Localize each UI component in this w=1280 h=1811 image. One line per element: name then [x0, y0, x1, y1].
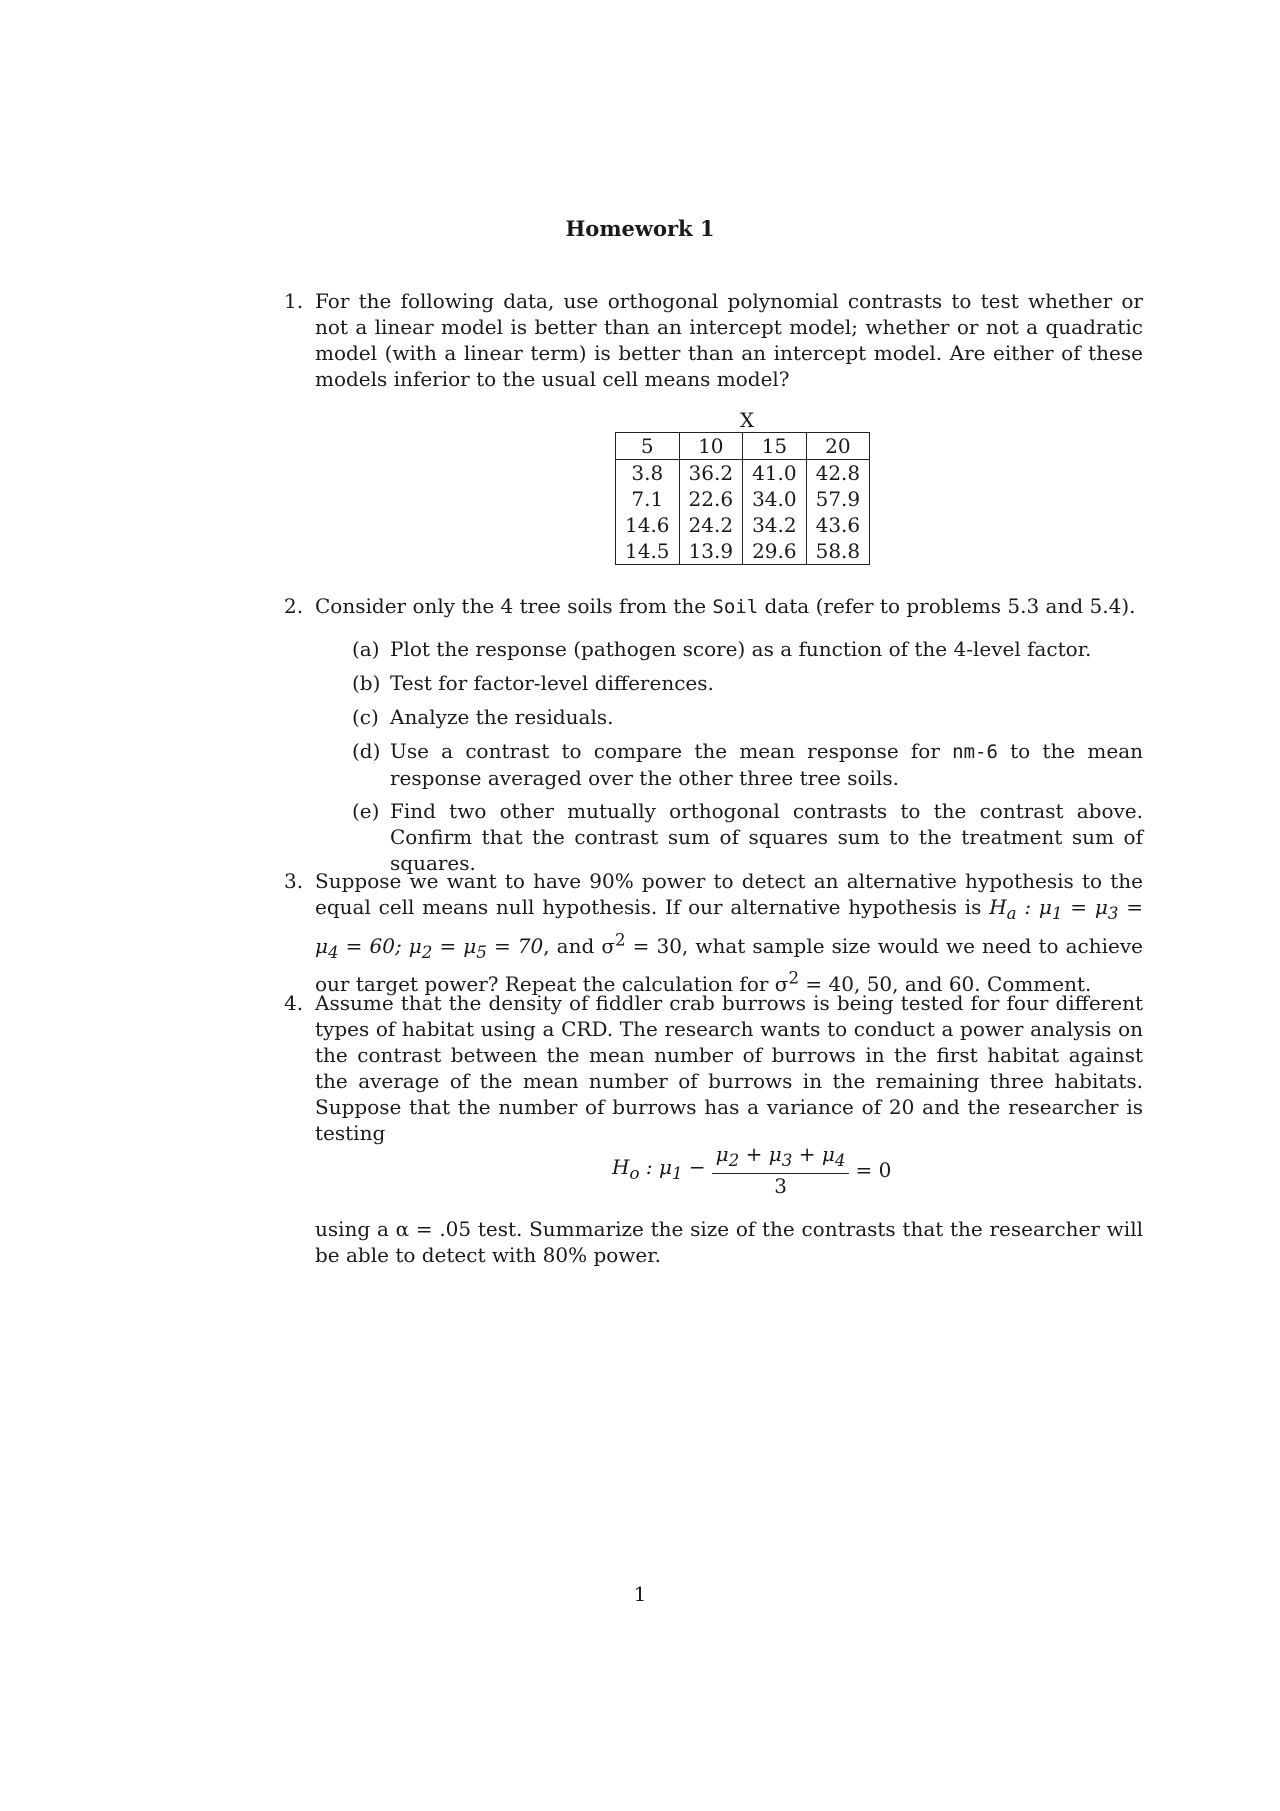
table-header-cell: 5 — [616, 433, 680, 460]
part-label: (a) — [352, 637, 380, 661]
equation-lhs: $H_o$ : $\mu_1$ − — [612, 1154, 706, 1183]
part-e — [352, 798, 1143, 876]
fraction-denominator: 3 — [774, 1174, 787, 1198]
table-header-row — [616, 433, 870, 460]
part-d — [352, 738, 1144, 791]
problem-text: data (refer to problems 5.3 and 5.4). — [758, 594, 1136, 618]
part-label: (b) — [352, 671, 381, 695]
problem-number: 4. — [284, 991, 304, 1015]
table-row — [616, 460, 870, 487]
part-text: Test for factor-level differences. — [390, 671, 714, 695]
table-cell: 13.9 — [679, 538, 743, 565]
table-cell: 29.6 — [743, 538, 807, 565]
part-text: Find two other mutually orthogonal contrasts to the contrast above. Confirm that the contrast sum of squares sum to the treatment sum of squares. — [390, 799, 1143, 875]
problem-text: using a α = .05 test. Summarize the size of the contrasts that the researcher will be able to detect with 80% power. — [315, 1217, 1143, 1267]
equation-fraction — [712, 1142, 850, 1198]
table-cell: 24.2 — [679, 512, 743, 538]
page-number: 1 — [633, 1582, 647, 1606]
code-nm6: nm-6 — [952, 741, 998, 763]
table-cell: 43.6 — [806, 512, 870, 538]
fraction-numerator: $\mu_2 + \mu_3 + \mu_4$ — [712, 1142, 850, 1174]
table-row — [616, 512, 870, 538]
problem-4 — [284, 990, 1143, 1146]
problem-text: For the following data, use orthogonal polynomial contrasts to test whether or not a linear model is better than an intercept model; whether or not a quadratic model (with a linear term) is better than an intercept model. Are either of these models inferior to the usual cell means model? — [315, 289, 1143, 391]
table-cell: 42.8 — [806, 460, 870, 487]
problem-number: 2. — [284, 594, 304, 618]
table-cell: 58.8 — [806, 538, 870, 565]
part-label: (d) — [352, 739, 381, 763]
problem-number: 1. — [284, 289, 304, 313]
table-header-cell: 15 — [743, 433, 807, 460]
problem-text: , and $\sigma^2 = 30$, what sample size would we need to achieve our target power? Repeat the calculation for $\sigma^2 = 40$, 50, and 60. Comment. — [315, 930, 1143, 997]
table-cell: 41.0 — [743, 460, 807, 487]
part-label: (c) — [352, 705, 379, 729]
table-header-cell: 10 — [679, 433, 743, 460]
problem-2 — [284, 593, 1143, 620]
table-row — [616, 538, 870, 565]
equation-rhs: = 0 — [855, 1158, 892, 1182]
problem-text: Consider only the 4 tree soils from the — [315, 594, 713, 618]
table-cell: 14.5 — [616, 538, 680, 565]
part-text: Analyze the residuals. — [390, 705, 614, 729]
part-b — [352, 670, 1143, 696]
part-a — [352, 636, 1143, 662]
data-table — [615, 432, 870, 565]
table-row — [616, 486, 870, 512]
table-cell: 22.6 — [679, 486, 743, 512]
alternative-hypothesis: $H_a$ : $\mu_1 = \mu_3 = \mu_4 = 60$; $\mu_2 = \mu_5 = 70$ — [315, 895, 1143, 962]
table-x-label: X — [739, 408, 755, 432]
table-cell: 14.6 — [616, 512, 680, 538]
table-cell: 7.1 — [616, 486, 680, 512]
part-text: Plot the response (pathogen score) as a function of the 4-level factor. — [390, 637, 1092, 661]
part-label: (e) — [352, 799, 380, 823]
part-c — [352, 704, 1143, 730]
data-table-block — [615, 408, 875, 565]
null-hypothesis-equation — [612, 1144, 891, 1196]
table-cell: 3.8 — [616, 460, 680, 487]
table-cell: 34.2 — [743, 512, 807, 538]
table-cell: 34.0 — [743, 486, 807, 512]
part-text: to the mean response averaged over the other three tree soils. — [390, 739, 1144, 790]
problem-1 — [284, 288, 1143, 392]
table-cell: 36.2 — [679, 460, 743, 487]
part-text: Use a contrast to compare the mean response for — [390, 739, 953, 763]
code-soil: Soil — [712, 596, 759, 618]
table-header-cell: 20 — [806, 433, 870, 460]
problem-number: 3. — [284, 869, 304, 893]
problem-3 — [284, 868, 1143, 997]
problem-4-continuation — [315, 1216, 1143, 1268]
problem-text: Assume that the density of fiddler crab burrows is being tested for four different types of habitat using a CRD. The research wants to conduct a power analysis on the contrast between the mean number of burrows in the first habitat against the average of the mean number of burrows in the remaining three habitats. Suppose that the number of burrows has a variance of 20 and the researcher is testing — [315, 991, 1143, 1145]
problem-text: Suppose we want to have 90% power to detect an alternative hypothesis to the equal cell means null hypothesis. If our alternative hypothesis is — [315, 869, 1143, 919]
page-title: Homework 1 — [565, 216, 715, 241]
table-cell: 57.9 — [806, 486, 870, 512]
